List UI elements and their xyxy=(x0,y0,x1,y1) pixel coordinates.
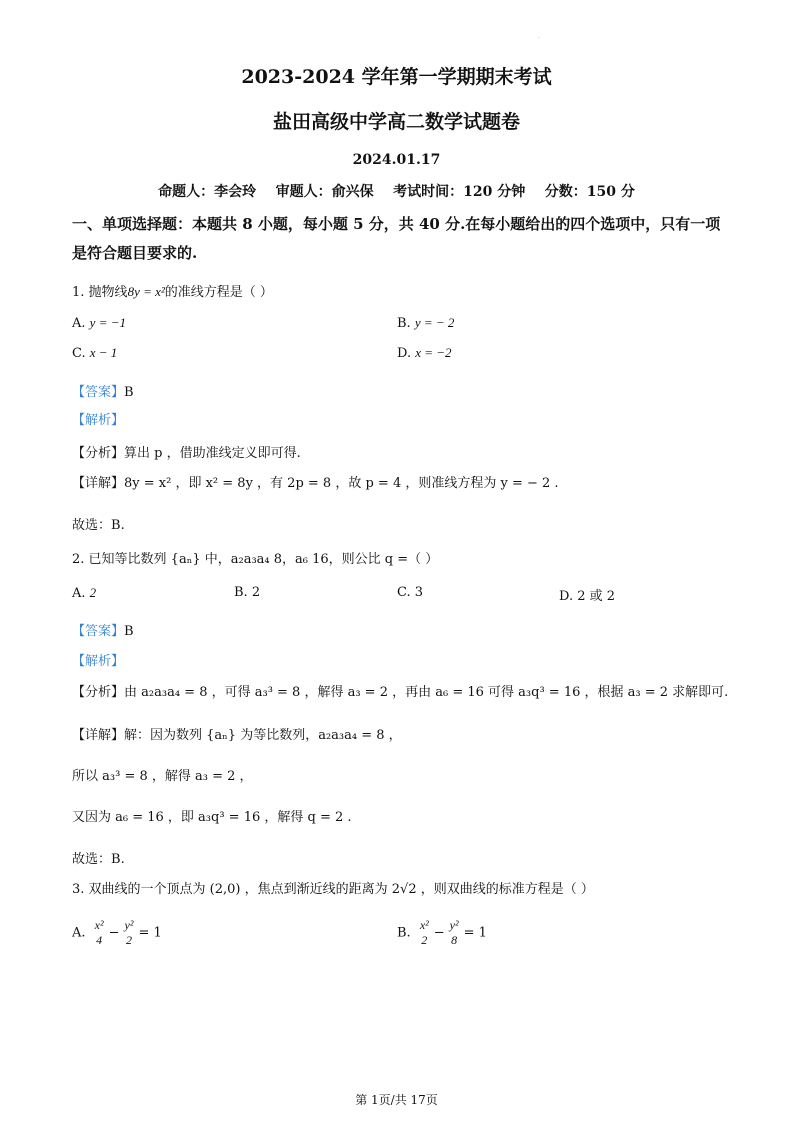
q3-b-y-den: 8 xyxy=(451,933,458,947)
q2-choice-value: B. xyxy=(111,852,125,867)
q2-detail-line3: 又因为 a₆ = 16 ，即 a₃q³ = 16 ，解得 q = 2 . xyxy=(72,810,352,825)
q3-a-eq: = 1 xyxy=(138,925,162,941)
q3-number: 3. xyxy=(72,882,85,897)
section-heading: 一、单项选择题：本题共 8 小题，每小题 5 分，共 40 分.在每小题给出的四个选项中，只有一项是符合题目要求的. xyxy=(72,215,721,262)
exam-date: 2024.01.17 xyxy=(352,152,441,168)
q3-a-x-fraction xyxy=(92,918,107,948)
q1-fenxi-text: 算出 p ，借助准线定义即可得. xyxy=(124,446,301,461)
q3-text: 双曲线的一个顶点为 (2,0) ，焦点到渐近线的距离为 2√2 ，则双曲线的标准方程是（ ） xyxy=(88,882,594,897)
q2-answer xyxy=(72,620,134,639)
scan-dot: . xyxy=(538,33,540,40)
q1-answer xyxy=(72,381,134,400)
q2-option-b-value: 2 xyxy=(251,585,261,600)
q2-option-a-value: 2 xyxy=(89,585,97,600)
q1-option-d-value: x = −2 xyxy=(415,345,452,360)
q2-answer-value: B xyxy=(124,624,134,639)
q3-b-y-fraction xyxy=(447,918,462,948)
q1-option-d-label: D. xyxy=(397,346,412,361)
q1-number: 1. xyxy=(72,285,85,300)
q2-option-a-label: A. xyxy=(72,586,86,601)
q1-option-a-value: y = −1 xyxy=(89,315,126,330)
q3-a-minus: − xyxy=(108,925,120,941)
q1-stem xyxy=(72,281,273,300)
q2-option-d-label: D. xyxy=(559,589,574,604)
q1-choice-value: B. xyxy=(111,518,125,533)
q3-a-y-num: y² xyxy=(124,918,134,932)
q3-b-minus: − xyxy=(433,925,445,941)
q2-fenxi xyxy=(72,681,728,700)
q3-a-x-den: 4 xyxy=(96,933,103,947)
q3-b-x-fraction xyxy=(417,918,432,948)
q2-detail xyxy=(72,724,402,743)
q3-a-y-fraction xyxy=(122,918,137,948)
q2-number: 2. xyxy=(72,552,85,567)
q1-detail xyxy=(72,472,559,491)
q2-choice xyxy=(72,848,125,867)
q3-option-b xyxy=(397,918,487,948)
q1-post: 的准线方程是（ ） xyxy=(164,285,273,300)
q1-fenxi-tag: 【分析】 xyxy=(72,446,125,461)
q3-a-y-den: 2 xyxy=(125,933,132,947)
q2-option-c-label: C. xyxy=(397,585,411,600)
q1-option-b xyxy=(397,315,454,331)
q2-detail-line2: 所以 a₃³ = 8 ，解得 a₃ = 2 ， xyxy=(72,769,253,784)
q3-a-x-num: x² xyxy=(94,918,104,932)
q1-expr: 8y = x² xyxy=(127,284,165,299)
q2-option-c xyxy=(397,585,423,600)
q2-option-d-value: 2 或 2 xyxy=(577,589,616,604)
q1-answer-value: B xyxy=(124,385,134,400)
q1-option-b-label: B. xyxy=(397,316,411,331)
q2-option-b-label: B. xyxy=(234,585,248,600)
q1-detail-text: 8y = x² ，即 x² = 8y ，有 2p = 8 ，故 p = 4 ，则准线方程为 y = − 2 . xyxy=(124,476,559,491)
q1-detail-tag: 【详解】 xyxy=(72,476,125,491)
q2-option-d xyxy=(559,585,615,604)
q2-option-b xyxy=(234,585,260,600)
q1-pre: 抛物线 xyxy=(88,285,128,300)
exam-meta: 命题人：李会玲 审题人：俞兴保 考试时间：120 分钟 分数：150 分 xyxy=(158,184,635,200)
q2-option-c-value: 3 xyxy=(414,585,424,600)
q1-option-c-value: x − 1 xyxy=(89,345,118,360)
q2-fenxi-tag: 【分析】 xyxy=(72,685,125,700)
q2-stem xyxy=(72,548,438,567)
q1-answer-tag: 【答案】 xyxy=(72,385,125,400)
q1-option-c xyxy=(72,345,117,361)
q2-choice-tag: 故选： xyxy=(72,852,112,867)
q2-detail-tag: 【详解】 xyxy=(72,728,125,743)
q3-b-y-num: y² xyxy=(449,918,459,932)
q2-analysis xyxy=(72,650,124,669)
page-footer: 第 1页/共 17页 xyxy=(355,1093,438,1107)
q1-choice-tag: 故选： xyxy=(72,518,112,533)
exam-title-line2: 盐田高级中学高二数学试题卷 xyxy=(272,111,520,133)
q1-analysis xyxy=(72,409,124,428)
q1-fenxi xyxy=(72,442,301,461)
q1-option-a xyxy=(72,315,126,331)
q1-option-b-value: y = − 2 xyxy=(414,315,455,330)
q1-analysis-tag: 【解析】 xyxy=(72,413,125,428)
q2-answer-tag: 【答案】 xyxy=(72,624,125,639)
q1-option-a-label: A. xyxy=(72,316,86,331)
q2-fenxi-text: 由 a₂a₃a₄ = 8 ，可得 a₃³ = 8 ，解得 a₃ = 2 ，再由 a₆ = 16 可得 a₃q³ = 16 ，根据 a₃ = 2 求解即可. xyxy=(124,685,729,700)
q3-b-eq: = 1 xyxy=(463,925,487,941)
exam-title-line1: 2023-2024 学年第一学期期末考试 xyxy=(241,66,552,88)
q2-text: 已知等比数列 {aₙ} 中，a₂a₃a₄ 8，a₆ 16，则公比 q =（ ） xyxy=(88,552,439,567)
q1-option-c-label: C. xyxy=(72,346,86,361)
q3-option-a xyxy=(72,918,162,948)
q2-option-a xyxy=(72,585,96,601)
q1-option-d xyxy=(397,345,452,361)
q3-b-x-num: x² xyxy=(419,918,429,932)
q3-option-b-label: B. xyxy=(397,925,411,941)
q3-option-a-label: A. xyxy=(72,925,86,941)
q3-stem xyxy=(72,878,594,897)
q3-b-x-den: 2 xyxy=(421,933,428,947)
q1-choice xyxy=(72,514,125,533)
q2-detail-text: 解：因为数列 {aₙ} 为等比数列，a₂a₃a₄ = 8 ， xyxy=(124,728,402,743)
q2-analysis-tag: 【解析】 xyxy=(72,654,125,669)
